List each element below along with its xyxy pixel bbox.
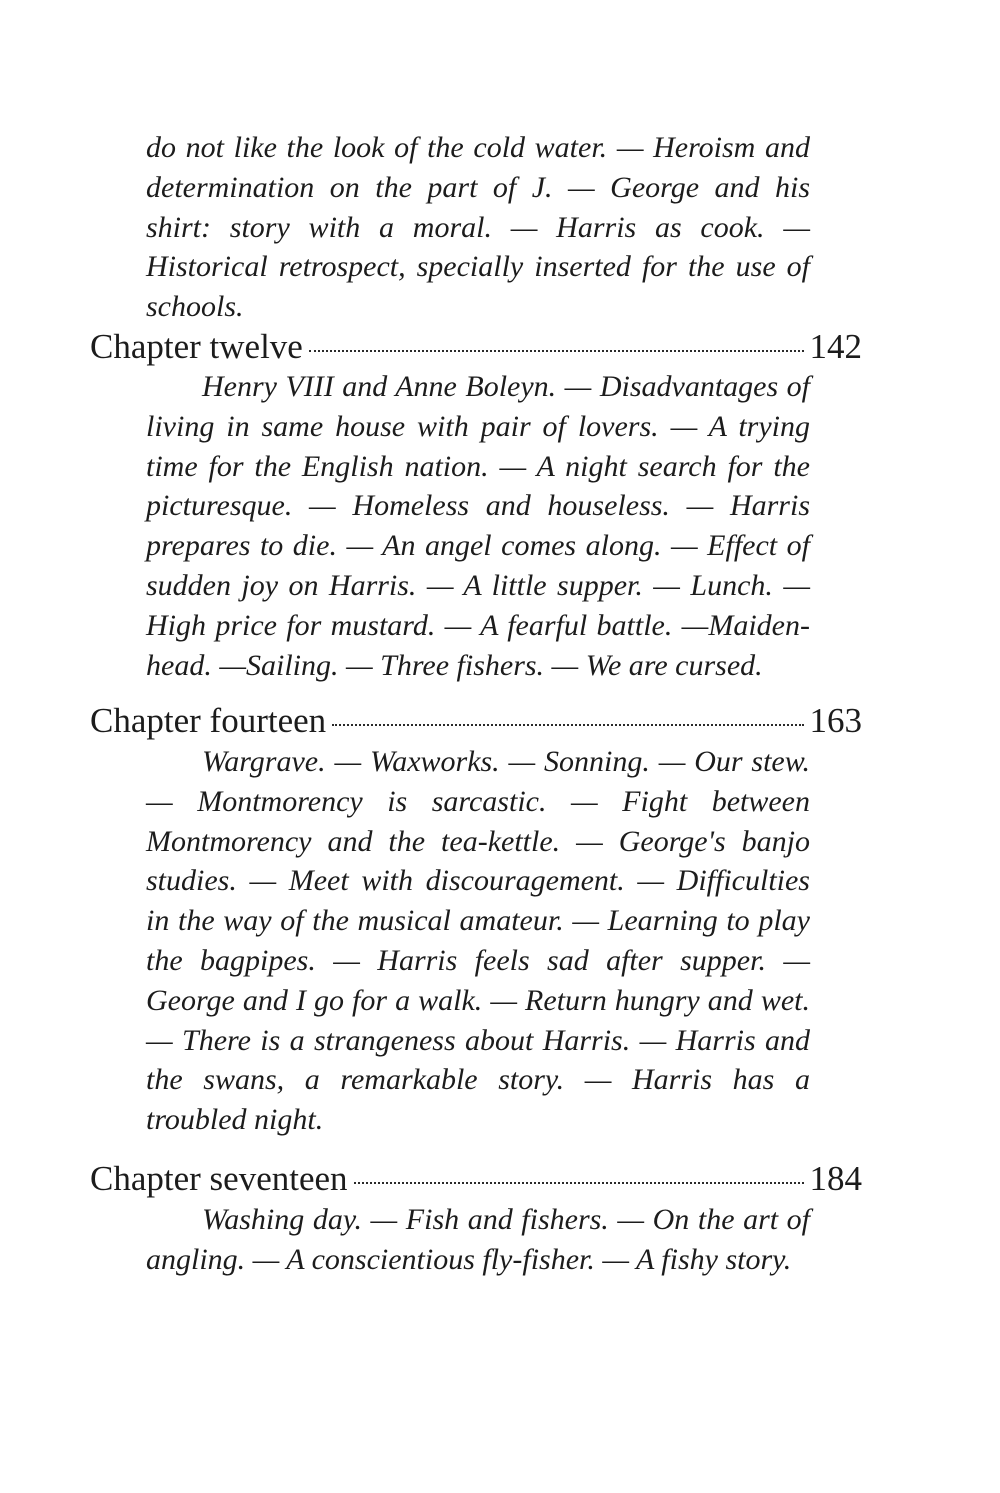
dot-leader bbox=[354, 1182, 804, 1184]
dot-leader bbox=[332, 724, 803, 726]
dot-leader bbox=[309, 350, 804, 352]
toc-entry-chapter-twelve bbox=[90, 325, 862, 369]
page-number: 142 bbox=[809, 327, 862, 366]
page-number: 184 bbox=[809, 1159, 862, 1198]
chapter-title: Chapter twelve bbox=[90, 327, 303, 366]
chapter-summary-seventeen: Washing day. — Fish and fishers. — On the art of angling. — A conscientious fly-fisher. — A fishy story. bbox=[146, 1203, 810, 1276]
chapter-title: Chapter seventeen bbox=[90, 1159, 348, 1198]
chapter-summary-fourteen: Wargrave. — Waxworks. — Sonning. — Our stew. — Montmorency is sarcastic. — Fight between Montmorency and the tea-kettle. — George's banjo studies. — Meet with discouragement. — Difficulties in the way of the musical amateur. — Learning to play the bagpipes. — Harris feels sad after supper. — George and I go for a walk. — Return hungry and wet. — There is a strangeness about Harris. — Harris and the swans, a remarkable story. — Harris has a troubled night. bbox=[146, 745, 810, 1137]
page-number: 163 bbox=[809, 701, 862, 740]
continued-summary: do not like the look of the cold water. — Heroism and determination on the part of J. — George and his shirt: story with a moral. — Harris as cook. — Historical retrospect, specially inserted for the use of schools. bbox=[146, 131, 810, 324]
chapter-title: Chapter fourteen bbox=[90, 701, 327, 740]
chapter-summary-twelve: Henry VIII and Anne Boleyn. — Disadvantages of living in same house with pair of lovers. — A trying time for the English nation. — A night search for the picturesque. — Homeless and houseless. — Harris prepares to die. — An angel comes along. — Effect of sudden joy on Harris. — A little supper. — Lunch. — High price for mustard. — A fearful battle. —Maiden-head. —Sailing. — Three fishers. — We are cursed. bbox=[146, 370, 810, 682]
toc-entry-chapter-fourteen bbox=[90, 699, 862, 743]
toc-entry-chapter-seventeen bbox=[90, 1157, 862, 1201]
